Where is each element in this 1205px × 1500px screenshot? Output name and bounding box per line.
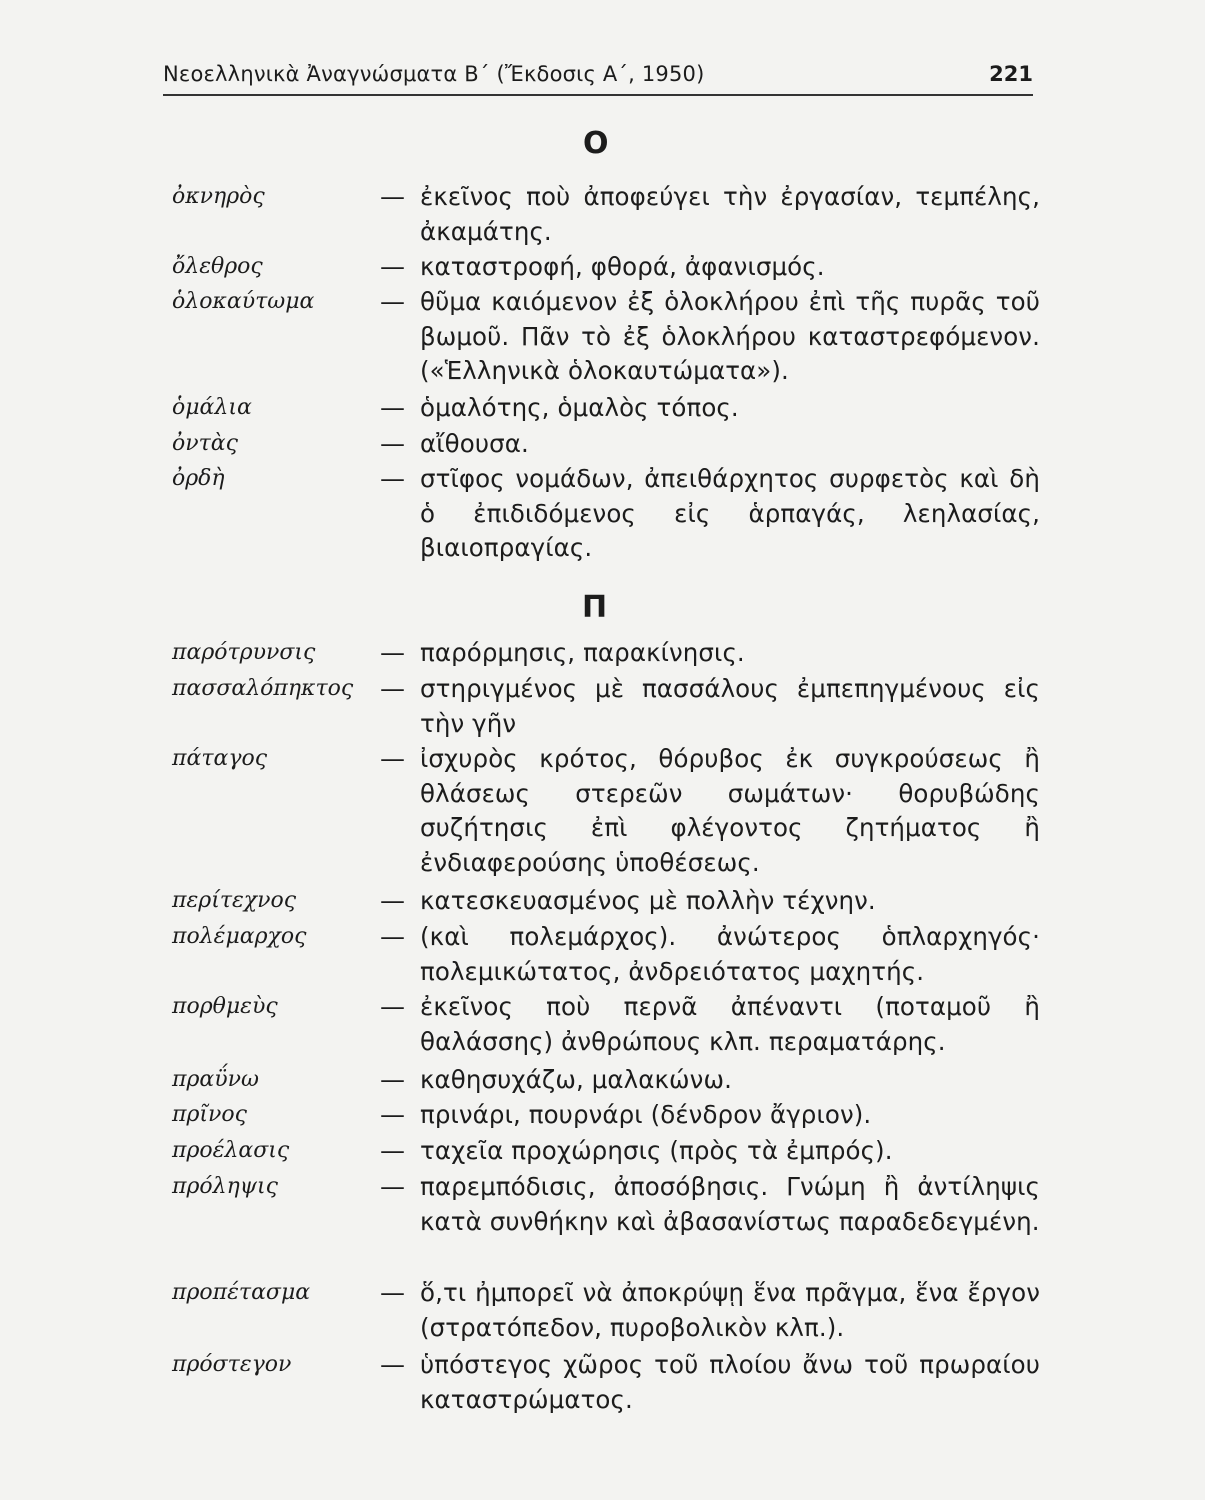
entry-definition: ὅ,τι ἠμπορεῖ νὰ ἀποκρύψῃ ἕνα πρᾶγμα, ἕνα ἔργον (στρατόπεδον, πυροβολικὸν κλπ.). bbox=[420, 1278, 1040, 1342]
entry-definition: ἰσχυρὸς κρότος, θόρυβος ἐκ συγκρούσεως ἢ θλάσεως στερεῶν σωμάτων· θορυβώδης συζήτησις ἐπὶ φλέγοντος ζητήματος ἢ ἐνδιαφερούσης ὑποθέσεως. bbox=[420, 744, 1040, 877]
entry-dash: — bbox=[380, 744, 405, 773]
entry-dash: — bbox=[380, 1100, 405, 1129]
entry-dash: — bbox=[380, 1172, 405, 1201]
entry-definition: στῖφος νομάδων, ἀπειθάρχητος συρφετὸς καὶ δὴ ὁ ἐπιδιδόμενος εἰς ἁρπαγάς, λεηλασίας, βιαιοπραγίας. bbox=[420, 464, 1040, 562]
entry-definition: καταστροφή, φθορά, ἀφανισμός. bbox=[420, 252, 825, 281]
entry-term: προπέτασμα bbox=[172, 1280, 311, 1305]
entry-dash: — bbox=[380, 886, 405, 915]
entry-definition: κατεσκευασμένος μὲ πολλὴν τέχνην. bbox=[420, 886, 876, 915]
section-letter-p: Π bbox=[582, 590, 608, 625]
entry-term: ὀρδὴ bbox=[172, 466, 225, 491]
entry-dash: — bbox=[380, 252, 405, 281]
entry-term: ὁμάλια bbox=[172, 395, 252, 420]
entry-definition: στηριγμένος μὲ πασσάλους ἐμπεπηγμένους εἰς τὴν γῆν bbox=[420, 674, 1040, 738]
entry-dash: — bbox=[380, 1350, 405, 1379]
running-header bbox=[163, 62, 1033, 96]
entry-dash: — bbox=[380, 464, 405, 493]
entry-term: ὀντὰς bbox=[172, 431, 238, 456]
entry-term: πραΰνω bbox=[172, 1067, 259, 1092]
entry-term: πορθμεὺς bbox=[172, 994, 278, 1019]
entry-term: πρῖνος bbox=[172, 1102, 247, 1127]
entry-dash: — bbox=[380, 1136, 405, 1165]
entry-term: ὀκνηρὸς bbox=[172, 184, 265, 209]
entry-definition: καθησυχάζω, μαλακώνω. bbox=[420, 1065, 732, 1094]
entry-term: πρόστεγον bbox=[172, 1352, 292, 1377]
entry-definition: (καὶ πολεμάρχος). ἀνώτερος ὁπλαρχηγός· πολεμικώτατος, ἀνδρειότατος μαχητής. bbox=[420, 922, 1040, 986]
entry-term: πάταγος bbox=[172, 746, 268, 771]
entry-dash: — bbox=[380, 922, 405, 951]
entry-dash: — bbox=[380, 429, 405, 458]
entry-term: προέλασις bbox=[172, 1138, 290, 1163]
section-letter-o: Ο bbox=[583, 126, 609, 161]
header-title: Νεοελληνικὰ Ἀναγνώσματα Β΄ (Ἔκδοσις Α΄, 1950) bbox=[163, 62, 705, 86]
entry-definition: ἐκεῖνος ποὺ ἀποφεύγει τὴν ἐργασίαν, τεμπέλης, ἀκαμάτης. bbox=[420, 182, 1040, 246]
entry-term: παρότρυνσις bbox=[172, 640, 316, 665]
page-number: 221 bbox=[989, 62, 1033, 86]
entry-dash: — bbox=[380, 393, 405, 422]
entry-definition: ὁμαλότης, ὁμαλὸς τόπος. bbox=[420, 393, 739, 422]
entry-term: πρόληψις bbox=[172, 1174, 278, 1199]
entry-definition: παρόρμησις, παρακίνησις. bbox=[420, 638, 745, 667]
entry-dash: — bbox=[380, 1278, 405, 1307]
entry-term: ὄλεθρος bbox=[172, 254, 263, 279]
entry-definition: ὑπόστεγος χῶρος τοῦ πλοίου ἄνω τοῦ πρωραίου καταστρώματος. bbox=[420, 1350, 1040, 1414]
entry-dash: — bbox=[380, 992, 405, 1021]
entry-dash: — bbox=[380, 1065, 405, 1094]
entry-term: πολέμαρχος bbox=[172, 924, 307, 949]
entry-definition: πρινάρι, πουρνάρι (δένδρον ἄγριον). bbox=[420, 1100, 872, 1129]
entry-definition: θῦμα καιόμενον ἐξ ὁλοκλήρου ἐπὶ τῆς πυρᾶς τοῦ βωμοῦ. Πᾶν τὸ ἐξ ὁλοκλήρου καταστρεφόμενον. («Ἑλληνικὰ ὁλοκαυτώματα»). bbox=[420, 287, 1040, 385]
entry-dash: — bbox=[380, 638, 405, 667]
entry-dash: — bbox=[380, 182, 405, 211]
entry-term: περίτεχνος bbox=[172, 888, 297, 913]
entry-definition: αἴθουσα. bbox=[420, 429, 529, 458]
entry-dash: — bbox=[380, 287, 405, 316]
entry-definition: ταχεῖα προχώρησις (πρὸς τὰ ἐμπρός). bbox=[420, 1136, 893, 1165]
entry-dash: — bbox=[380, 674, 405, 703]
entry-term: πασσαλόπηκτος bbox=[172, 676, 354, 701]
entry-term: ὁλοκαύτωμα bbox=[172, 289, 315, 314]
entry-definition: παρεμπόδισις, ἀποσόβησις. Γνώμη ἢ ἀντίληψις κατὰ συνθήκην καὶ ἀβασανίστως παραδεδεγμένη. bbox=[420, 1172, 1040, 1236]
entry-definition: ἐκεῖνος ποὺ περνᾶ ἀπέναντι (ποταμοῦ ἢ θαλάσσης) ἀνθρώπους κλπ. περαματάρης. bbox=[420, 992, 1040, 1056]
